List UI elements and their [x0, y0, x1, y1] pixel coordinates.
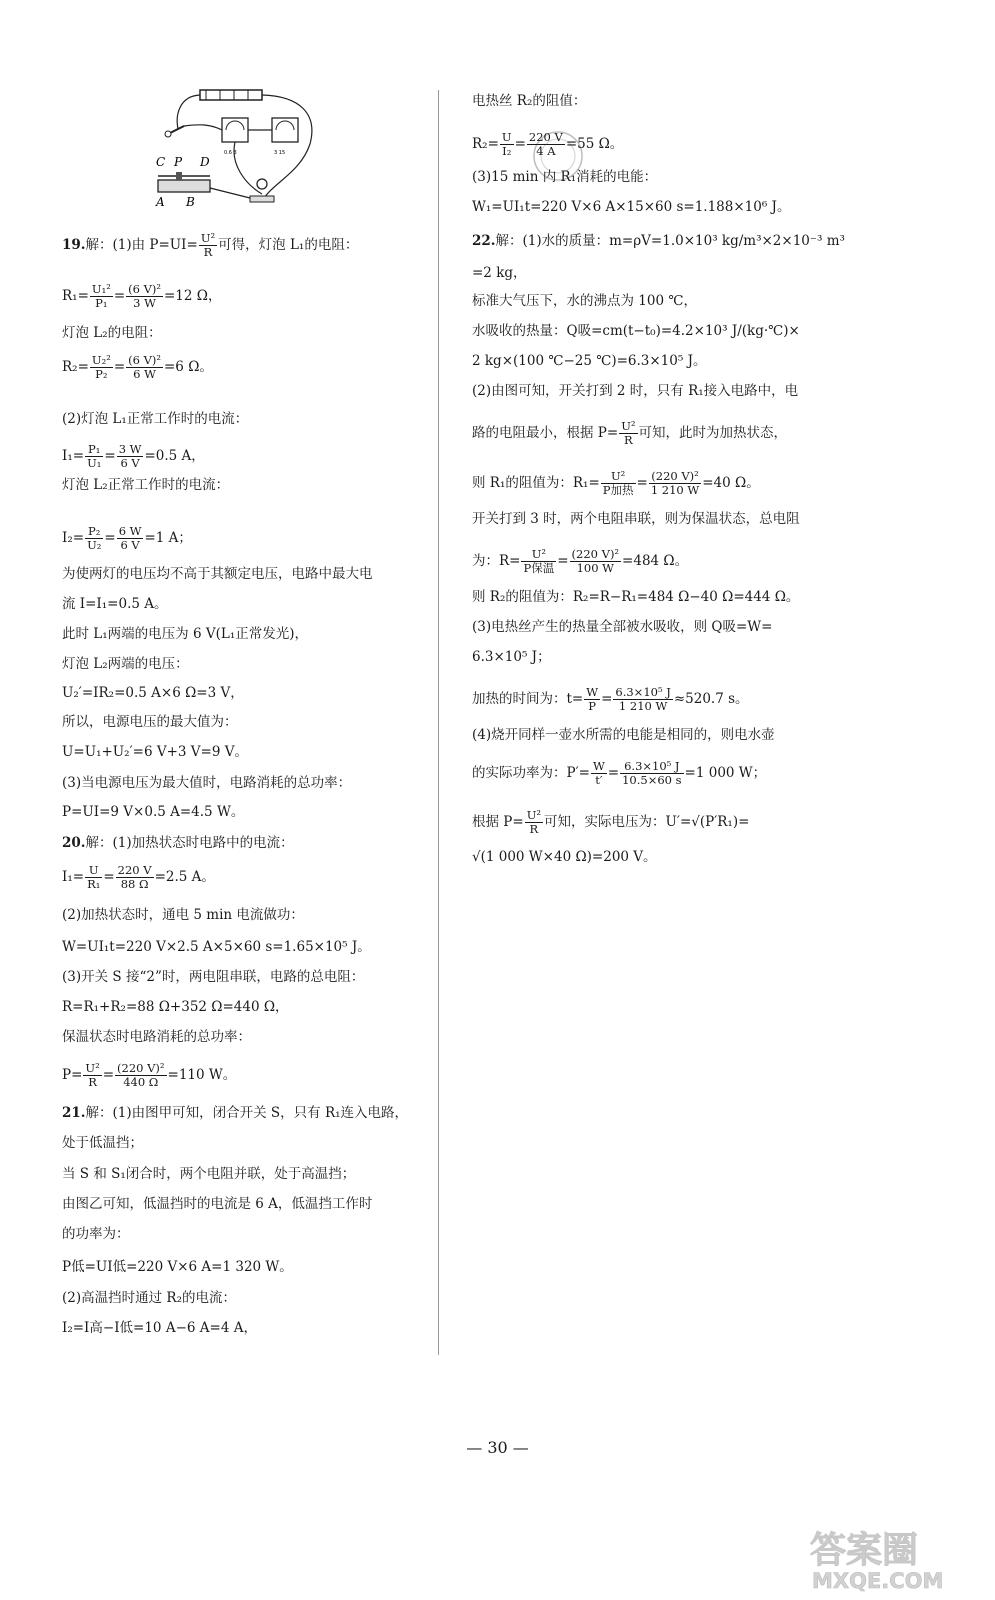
answer-text: 为：R=	[472, 553, 521, 569]
answer-text: 可知，此时为加热状态，	[638, 425, 787, 441]
answer-text: (2)由图可知，开关打到 2 时，只有 R₁接入电路中，电	[472, 383, 799, 399]
answer-text: P=	[62, 1067, 83, 1083]
answer-text: 电热丝 R₂的阻值：	[472, 93, 587, 109]
answer-line	[62, 743, 248, 761]
answer-line	[472, 292, 697, 310]
fraction-denominator: 6 W	[133, 367, 156, 381]
answer-text: I₂=I高−I低=10 A−6 A=4 A，	[62, 1320, 257, 1336]
answer-text: 开关打到 3 时，两个电阻串联，则为保温状态，总电阻	[472, 511, 800, 527]
answer-line	[62, 565, 373, 583]
watermark-text: 答案圈	[810, 1530, 919, 1571]
answer-text: =	[557, 553, 569, 569]
answer-text: =55 Ω。	[565, 136, 624, 152]
answer-text: W₁=UI₁t=220 V×6 A×15×60 s=1.188×10⁶ J。	[472, 199, 791, 215]
answer-text: =2 kg，	[472, 265, 527, 281]
answer-text: =110 W。	[167, 1067, 237, 1083]
answer-text: (2)灯泡 L₁正常工作时的电流：	[62, 411, 249, 427]
answer-text: W=UI₁t=220 V×2.5 A×5×60 s=1.65×10⁵ J。	[62, 939, 371, 955]
fraction	[619, 420, 637, 447]
fraction-numerator: U₁²	[91, 282, 111, 296]
answer-line	[62, 1195, 372, 1213]
answer-text: 则 R₁的阻值为：R₁=	[472, 475, 600, 491]
answer-line	[62, 410, 248, 428]
watermark-logo	[806, 1522, 981, 1594]
answer-text: P=UI=9 V×0.5 A=4.5 W。	[62, 804, 245, 820]
answer-text: 保温状态时电路消耗的总功率：	[62, 1029, 251, 1045]
fraction-denominator: 1 210 W	[650, 483, 700, 497]
fraction	[525, 809, 543, 836]
fraction-numerator: U	[85, 864, 102, 878]
answer-line	[62, 283, 221, 310]
fraction-numerator: U²	[601, 470, 636, 484]
answer-text: U=U₁+U₂′=6 V+3 V=9 V。	[62, 744, 248, 760]
answer-line	[62, 684, 244, 702]
fraction	[584, 686, 600, 713]
question-number: 20.	[62, 835, 86, 851]
answer-line	[62, 1062, 236, 1089]
answer-line	[472, 760, 766, 787]
answer-line	[62, 1225, 130, 1243]
answer-text: =	[601, 691, 613, 707]
fraction-numerator: P₂	[85, 525, 103, 539]
answer-text: P低=UI低=220 V×6 A=1 320 W。	[62, 1259, 293, 1275]
answer-text: 灯泡 L₂两端的电压：	[62, 656, 189, 672]
answer-line	[62, 998, 289, 1016]
fraction	[85, 864, 102, 891]
fraction-denominator: P	[588, 699, 597, 713]
fraction-numerator: W	[592, 759, 605, 773]
answer-text: 的功率为：	[62, 1226, 130, 1242]
answer-text: 灯泡 L₂正常工作时的电流：	[62, 477, 230, 493]
answer-text: =	[113, 288, 126, 304]
answer-text: √(1 000 W×40 Ω)=200 V。	[472, 849, 657, 865]
answer-line	[472, 232, 845, 250]
answer-text: (2)高温挡时通过 R₂的电流：	[62, 1290, 236, 1306]
label-p: P	[174, 155, 183, 169]
answer-text: 6.3×10⁵ J；	[472, 649, 551, 665]
answer-text: =	[102, 1067, 115, 1083]
answer-line	[472, 848, 657, 866]
fraction	[117, 443, 144, 470]
answer-line	[62, 324, 162, 342]
fraction-numerator: (220 V)²	[117, 1061, 165, 1075]
fraction	[591, 760, 607, 787]
answer-text: I₁=	[62, 448, 85, 464]
answer-text: I₁=	[62, 869, 85, 885]
battery-pack	[200, 90, 262, 100]
fraction-denominator: R	[529, 822, 539, 836]
label-b: B	[186, 195, 195, 209]
fraction-denominator: P₂	[95, 367, 108, 381]
fraction	[90, 283, 113, 310]
answer-text: (3)15 min 内 R₁消耗的电能：	[472, 169, 658, 185]
answer-line	[62, 655, 189, 673]
answer-text: I₂=	[62, 530, 85, 546]
answer-line	[62, 625, 308, 643]
answer-text: 流 I=I₁=0.5 A。	[62, 596, 168, 612]
fraction	[570, 548, 622, 575]
fraction-denominator: 100 W	[576, 561, 615, 575]
ammeter-scale: 0.6 3	[224, 150, 237, 156]
question-number: 19.	[62, 237, 86, 253]
answer-text: R₂=	[472, 136, 499, 152]
fraction	[115, 1062, 167, 1089]
answer-text: 当 S 和 S₁闭合时，两个电阻并联，处于高温挡；	[62, 1166, 356, 1182]
answer-text: =40 Ω。	[702, 475, 760, 491]
fraction-numerator: U²	[200, 231, 216, 245]
answer-text: (3)当电源电压为最大值时，电路消耗的总功率：	[62, 775, 352, 791]
fraction-numerator: (220 V)²	[649, 470, 701, 484]
answer-text: (1)水的质量：m=ρV=1.0×10³ kg/m³×2×10⁻³ m³	[522, 233, 845, 249]
answer-text: 为使两灯的电压均不高于其额定电压，电路中最大电	[62, 566, 373, 582]
question-number: 21.	[62, 1105, 86, 1121]
fraction	[126, 283, 163, 310]
label-c: C	[156, 155, 166, 169]
answer-text: 灯泡 L₂的电阻：	[62, 325, 162, 341]
fraction	[116, 864, 154, 891]
fraction-denominator: 10.5×60 s	[622, 773, 682, 787]
answer-text: =12 Ω，	[164, 288, 222, 304]
answer-text: 解：	[85, 1105, 113, 1121]
answer-text: 解：	[85, 237, 113, 253]
fraction	[649, 470, 701, 497]
answer-text: 2 kg×(100 ℃−25 ℃)=6.3×10⁵ J。	[472, 353, 707, 369]
answer-text: R₂=	[62, 359, 89, 375]
answer-text: =	[514, 136, 526, 152]
fraction	[90, 354, 113, 381]
answer-text: (3)开关 S 接“2”时，两电阻串联，电路的总电阻：	[62, 969, 365, 985]
circuit-diagram	[150, 84, 325, 214]
answer-line	[472, 648, 551, 666]
answer-text: U₂′=IR₂=0.5 A×6 Ω=3 V，	[62, 685, 244, 701]
answer-text: R=R₁+R₂=88 Ω+352 Ω=440 Ω，	[62, 999, 289, 1015]
fraction-numerator: 6.3×10⁵ J	[620, 760, 683, 774]
fraction-numerator: (6 V)²	[128, 353, 161, 367]
answer-text: =	[636, 475, 648, 491]
answer-text: 由图乙可知，低温挡时的电流是 6 A，低温挡工作时	[62, 1196, 373, 1212]
lamp	[257, 179, 267, 189]
label-a: A	[156, 195, 165, 209]
fraction	[117, 525, 144, 552]
answer-line	[62, 713, 238, 731]
answer-text: 此时 L₁两端的电压为 6 V(L₁正常发光)，	[62, 626, 308, 642]
answer-line	[62, 774, 351, 792]
answer-line	[472, 588, 799, 606]
answer-line	[62, 232, 358, 259]
answer-text: 可得，灯泡 L₁的电阻：	[218, 237, 359, 253]
answer-line	[62, 1258, 293, 1276]
answer-text: =	[607, 765, 620, 781]
answer-text: (1)加热状态时电路中的电流：	[112, 835, 294, 851]
answer-line	[62, 595, 168, 613]
answer-text: R₁=	[62, 288, 89, 304]
fraction-numerator: (6 V)²	[128, 282, 161, 296]
fraction-numerator: U	[501, 130, 512, 144]
answer-text: 则 R₂的阻值为：R₂=R−R₁=484 Ω−40 Ω=444 Ω。	[472, 589, 800, 605]
answer-line	[62, 1134, 143, 1152]
answer-line	[472, 470, 760, 497]
answer-line	[62, 354, 213, 381]
answer-text: =1 A；	[144, 530, 192, 546]
fraction	[85, 525, 103, 552]
fraction	[527, 131, 565, 158]
answer-text: 标准大气压下，水的沸点为 100 ℃，	[472, 293, 697, 309]
fraction-denominator: U₂	[87, 538, 102, 552]
fraction-denominator: R	[203, 245, 213, 259]
fraction-denominator: I₂	[502, 144, 512, 158]
answer-line	[472, 548, 688, 575]
answer-line	[472, 510, 800, 528]
answer-text: =0.5 A，	[144, 448, 205, 464]
fraction-numerator: P₁	[85, 443, 103, 457]
fraction	[613, 686, 672, 713]
fraction-denominator: P₁	[95, 296, 108, 310]
fraction-denominator: 6 V	[120, 538, 140, 552]
answer-line	[62, 1289, 236, 1307]
answer-line	[472, 168, 657, 186]
answer-text: =6 Ω。	[164, 359, 213, 375]
fraction	[620, 760, 683, 787]
answer-line	[472, 322, 800, 340]
fraction-numerator: 220 V	[528, 130, 563, 144]
voltmeter-scale: 3 15	[274, 150, 286, 156]
fraction	[199, 232, 217, 259]
answer-line	[62, 476, 229, 494]
answer-line	[62, 443, 205, 470]
answer-line	[62, 834, 294, 852]
fraction-numerator: 6 W	[118, 524, 142, 538]
fraction	[85, 443, 103, 470]
answer-line	[472, 618, 772, 636]
fraction-numerator: U²	[621, 419, 636, 433]
answer-line	[62, 1319, 257, 1337]
answer-line	[472, 198, 790, 216]
answer-line	[472, 131, 623, 158]
fraction-numerator: W	[586, 685, 599, 699]
fraction	[500, 131, 514, 158]
answer-line	[472, 352, 706, 370]
answer-line	[62, 968, 364, 986]
answer-line	[472, 809, 749, 836]
answer-text: 的实际功率为：P′=	[472, 765, 590, 781]
column-divider	[438, 90, 439, 1355]
fraction-numerator: U²	[521, 548, 556, 562]
fraction-numerator: 6.3×10⁵ J	[615, 685, 671, 699]
fraction-denominator: R	[624, 433, 633, 447]
label-d: D	[200, 155, 210, 169]
answer-line	[472, 382, 798, 400]
answer-text: =	[113, 359, 126, 375]
answer-line	[62, 864, 215, 891]
answer-text: 所以，电源电压的最大值为：	[62, 714, 238, 730]
answer-text: 解：	[85, 835, 113, 851]
rheostat	[158, 180, 210, 192]
answer-line	[472, 420, 787, 447]
fraction-denominator: 440 Ω	[123, 1075, 159, 1089]
answer-text: 根据 P=	[472, 814, 524, 830]
answer-line	[62, 906, 304, 924]
fraction	[601, 470, 636, 497]
answer-line	[472, 686, 749, 713]
answer-text: 路的电阻最小，根据 P=	[472, 425, 619, 441]
answer-text: 解：	[495, 233, 523, 249]
answer-text: =	[104, 530, 116, 546]
watermark-url: MXQE.COM	[812, 1569, 944, 1593]
fraction	[83, 1062, 101, 1089]
answer-text: =2.5 A。	[154, 869, 215, 885]
answer-text: (1)由图甲可知，闭合开关 S，只有 R₁连入电路，	[112, 1105, 409, 1121]
answer-line	[472, 92, 586, 110]
fraction	[126, 354, 163, 381]
fraction-denominator: 6 V	[120, 456, 140, 470]
answer-text: =	[103, 869, 115, 885]
answer-text: =1 000 W；	[684, 765, 767, 781]
answer-text: =	[104, 448, 116, 464]
answer-text: (4)烧开同样一壶水所需的电能是相同的，则电水壶	[472, 727, 775, 743]
fraction-denominator: U₁	[87, 456, 102, 470]
answer-line	[62, 1028, 251, 1046]
fraction-numerator: U₂²	[91, 353, 111, 367]
answer-text: 加热的时间为：t=	[472, 691, 584, 707]
answer-text: ≈520.7 s。	[673, 691, 749, 707]
answer-line	[472, 264, 527, 282]
fraction-denominator: 88 Ω	[120, 877, 149, 891]
fraction-denominator: 1 210 W	[618, 699, 668, 713]
page-number: — 30 —	[466, 1438, 529, 1457]
fraction-denominator: t′	[595, 773, 603, 787]
answer-line	[62, 938, 371, 956]
answer-text: 水吸收的热量：Q吸=cm(t−t₀)=4.2×10³ J/(kg·℃)×	[472, 323, 800, 339]
answer-line	[62, 1165, 355, 1183]
answer-line	[472, 726, 775, 744]
fraction	[521, 548, 556, 575]
fraction-denominator: R	[88, 1075, 97, 1089]
fraction-numerator: U²	[526, 808, 541, 822]
answer-text: (3)电热丝产生的热量全部被水吸收，则 Q吸=W=	[472, 619, 773, 635]
fraction-denominator: P加热	[602, 483, 634, 497]
fraction-denominator: 3 W	[133, 296, 156, 310]
question-number: 22.	[472, 233, 496, 249]
answer-text: =484 Ω。	[622, 553, 689, 569]
fraction-denominator: P保温	[523, 561, 555, 575]
answer-text: 处于低温挡；	[62, 1135, 143, 1151]
fraction-numerator: 220 V	[117, 863, 152, 877]
answer-text: (1)由 P=UI=	[112, 237, 198, 253]
answer-line	[62, 525, 192, 552]
fraction-denominator: R₁	[87, 877, 101, 891]
answer-text: (2)加热状态时，通电 5 min 电流做功：	[62, 907, 304, 923]
answer-line	[62, 1104, 408, 1122]
fraction-numerator: 3 W	[118, 442, 142, 456]
fraction-numerator: U²	[85, 1061, 100, 1075]
answer-line	[62, 803, 244, 821]
fraction-numerator: (220 V)²	[571, 547, 620, 561]
fraction-denominator: 4 A	[536, 144, 556, 158]
answer-text: 可知，实际电压为：U′=√(P′R₁)=	[544, 814, 750, 830]
